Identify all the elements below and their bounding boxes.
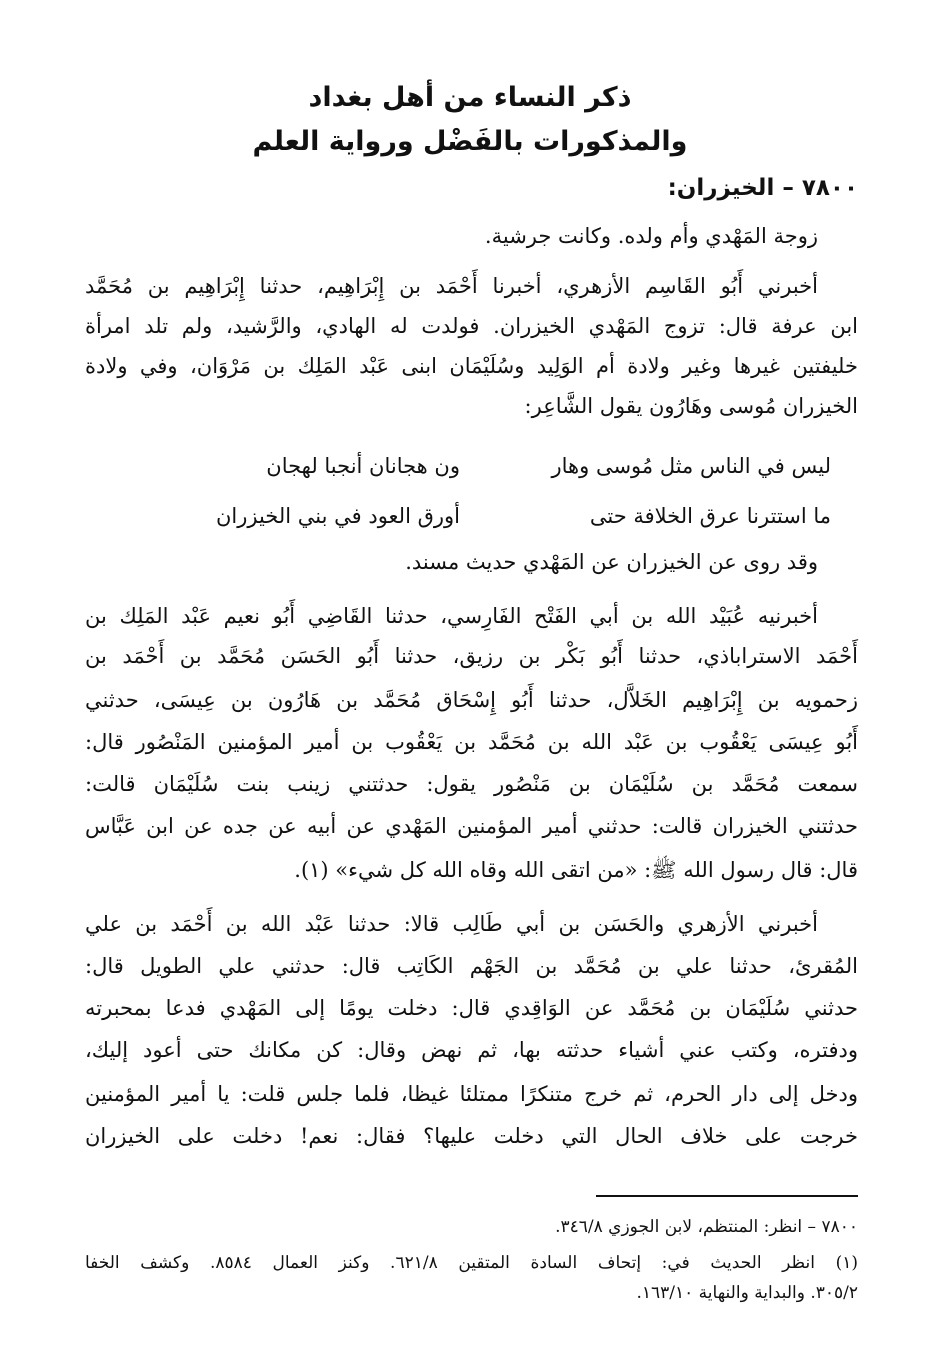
text-line: سمعت مُحَمَّد بن سُلَيْمَان بن مَنْصُور يقول: حدثتني زينب بنت سُلَيْمَان قالت:: [85, 772, 858, 796]
text-line: ودفتره، وكتب عني أشياء حدثته بها، ثم نهض وقال: كن مكانك حتى أعود إليك،: [85, 1038, 858, 1062]
verse-hemistich-left: أورق العود في بني الخيزران: [215, 504, 460, 528]
text-line: ابن عرفة قال: تزوج المَهْدي الخيزران. فولدت له الهادي، والرَّشيد، ولم تلد امرأة: [85, 314, 858, 338]
text-line: زوجة المَهْدي وأم ولده. وكانت جرشية.: [484, 224, 818, 248]
text-line: أَبُو عِيسَى يَعْقُوب بن عَبْد الله بن مُحَمَّد بن يَعْقُوب بن أمير المؤمنين المَنْصُور قال:: [85, 730, 858, 754]
footnote-divider: [596, 1195, 858, 1197]
verse-hemistich-right: ليس في الناس مثل مُوسى وهار: [551, 454, 831, 478]
verse-hemistich-right: ما استترنا عرق الخلافة حتى: [589, 504, 831, 528]
text-line: وقد روى عن الخيزران عن المَهْدي حديث مسند.: [405, 550, 818, 574]
entry-title: ٧٨٠٠ – الخيزران:: [667, 175, 858, 201]
verse-hemistich-left: ون هجانان أنجبا لهجان: [266, 454, 460, 478]
text-line: الخيزران مُوسى وهَارُون يقول الشَّاعِر:: [524, 394, 858, 418]
text-line: أَحْمَد الاستراباذي، حدثنا أَبُو بَكْر بن رزيق، حدثنا أَبُو الحَسَن مُحَمَّد بن أَحْمَد بن: [85, 644, 858, 668]
text-line: حدثني سُلَيْمَان بن مُحَمَّد عن الوَاقِدي قال: دخلت يومًا إلى المَهْدي فدعا بمحبرته: [85, 996, 858, 1020]
text-line: خليفتين غيرها وغير ولادة أم الوَلِيد وسُلَيْمَان ابنى عَبْد المَلِك بن مَرْوَان، وفي ولادة: [85, 354, 858, 378]
text-line: خرجت على خلاف الحال التي دخلت عليها؟ فقال: نعم! دخلت على الخيزران: [85, 1124, 858, 1148]
footnote: ٣٠٥/٢. والبداية والنهاية ١٦٣/١٠.: [636, 1283, 858, 1303]
footnote: (١) انظر الحديث في: إتحاف السادة المتقين ٦٢١/٨. وكنز العمال ٨٥٨٤. وكشف الخفا: [85, 1253, 858, 1273]
text-line: زحمويه بن إِبْرَاهِيم الخَلاَّل، حدثنا أَبُو إِسْحَاق مُحَمَّد بن هَارُون بن عِيسَى، حدثني: [85, 688, 858, 712]
section-heading-line-1: ذكر النساء من أهل بغداد: [308, 82, 632, 113]
section-heading-line-2: والمذكورات بالفَضْل ورواية العلم: [252, 126, 688, 157]
text-line: قال: قال رسول الله ﷺ: «من اتقى الله وقاه الله كل شيء» (١).: [294, 858, 858, 882]
text-line: ودخل إلى دار الحرم، ثم خرج متنكرًا ممتلئا غيظا، فلما جلس قلت: يا أمير المؤمنين: [85, 1082, 859, 1106]
text-line: أخبرني أَبُو القَاسِم الأزهري، أخبرنا أَحْمَد بن إِبْرَاهِيم، حدثنا إِبْرَاهِيم بن مُحَمَّد: [85, 274, 818, 298]
text-line: حدثتني الخيزران قالت: حدثني أمير المؤمنين المَهْدي عن أبيه عن جده عن ابن عَبَّاس: [85, 814, 858, 838]
footnote: ٧٨٠٠ – انظر: المنتظم، لابن الجوزي ٣٤٦/٨.: [555, 1217, 858, 1237]
text-line: أخبرني الأزهري والحَسَن بن أبي طَالِب قالا: حدثنا عَبْد الله بن أَحْمَد بن علي: [85, 912, 818, 936]
text-line: المُقرئ، حدثنا علي بن مُحَمَّد بن الجَهْم الكَاتِب قال: حدثني علي الطويل قال:: [85, 954, 858, 978]
text-line: أخبرنيه عُبَيْد الله بن أبي الفَتْح الفَارِسي، حدثنا القَاضِي أَبُو نعيم عَبْد المَلِك بن: [85, 604, 818, 628]
